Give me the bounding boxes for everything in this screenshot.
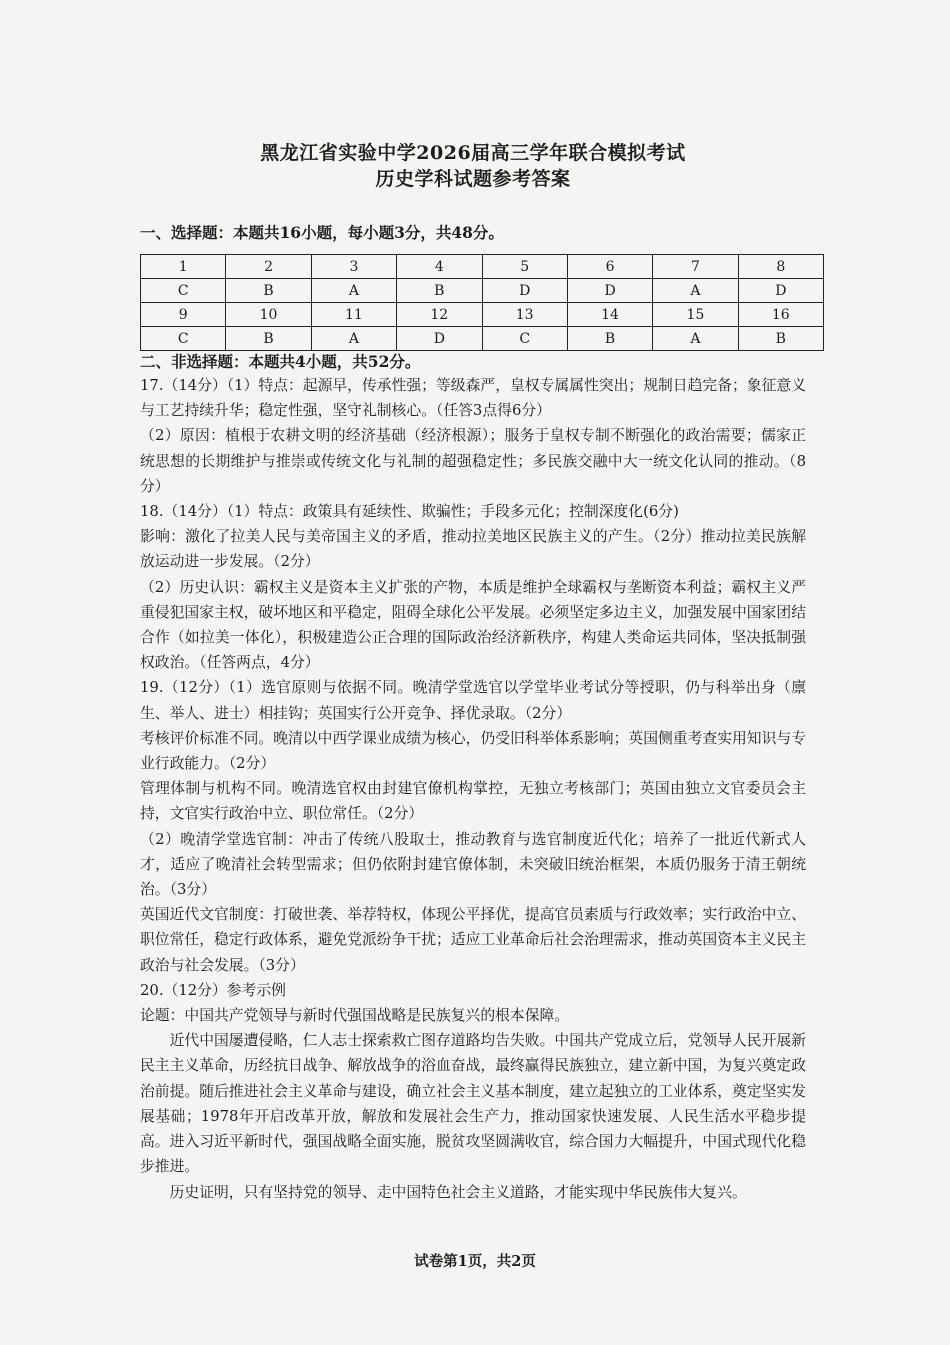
table-cell: 13 bbox=[482, 303, 567, 327]
table-cell: C bbox=[141, 279, 226, 303]
paragraph: 历史证明，只有坚持党的领导、走中国特色社会主义道路，才能实现中华民族伟大复兴。 bbox=[169, 1183, 747, 1201]
title-line-1: 黑龙江省实验中学2026届高三学年联合模拟考试 bbox=[260, 142, 686, 164]
table-cell: 15 bbox=[653, 303, 738, 327]
table-cell: 10 bbox=[226, 303, 311, 327]
table-cell: B bbox=[567, 327, 652, 351]
table-cell: 6 bbox=[567, 255, 652, 279]
table-cell: 7 bbox=[653, 255, 738, 279]
table-cell: 3 bbox=[311, 255, 396, 279]
table-cell: B bbox=[226, 279, 311, 303]
page-footer: 试卷第1页，共2页 bbox=[414, 1253, 536, 1270]
paragraph: 影响：激化了拉美人民与美帝国主义的矛盾，推动拉美地区民族主义的产生。（2分）推动拉美民族解放运动进一步发展。（2分） bbox=[140, 528, 806, 571]
paragraph: 17.（14分）（1）特点：起源早，传承性强；等级森严，皇权专属属性突出；规制日趋完备；象征意义与工艺持续升华；稳定性强，坚守礼制核心。（任答3点得6分） bbox=[140, 377, 806, 420]
table-cell: B bbox=[397, 279, 482, 303]
table-cell: 2 bbox=[226, 255, 311, 279]
table-cell: 11 bbox=[311, 303, 396, 327]
table-cell: 5 bbox=[482, 255, 567, 279]
table-cell: D bbox=[482, 279, 567, 303]
table-cell: A bbox=[311, 327, 396, 351]
document-title bbox=[140, 140, 806, 192]
table-cell: 14 bbox=[567, 303, 652, 327]
paragraph: 18.（14分）（1）特点：政策具有延续性、欺骗性；手段多元化；控制深度化(6分) bbox=[140, 503, 679, 521]
paragraph: 英国近代文官制度：打破世袭、举荐特权，体现公平择优，提高官员素质与行政效率；实行政治中立、职位常任，稳定行政体系，避免党派纷争干扰；适应工业革命后社会治理需求，推动英国资本主义民主政治与社会发展。（3分） bbox=[140, 906, 806, 974]
answer-content bbox=[140, 373, 806, 1205]
paragraph: 考核评价标准不同。晚清以中西学课业成绩为核心，仍受旧科举体系影响；英国侧重考查实用知识与专业行政能力。（2分） bbox=[140, 729, 806, 773]
paragraph: 近代中国屡遭侵略，仁人志士探索救亡图存道路均告失败。中国共产党成立后，党领导人民开展新民主主义革命，历经抗日战争、解放战争的浴血奋战，最终赢得民族独立，建立新中国，为复兴奠定政治前提。随后推进社会主义革命与建设，确立社会主义基本制度，建立起独立的工业体系，奠定坚实发展基础；1978年开启改革开放，解放和发展社会生产力，推动国家快速发展、人民生活水平稳步提高。进入习近平新时代，强国战略全面实施，脱贫攻坚圆满收官，综合国力大幅提升，中国式现代化稳步推进。 bbox=[140, 1032, 806, 1176]
table-cell: A bbox=[311, 279, 396, 303]
table-cell: D bbox=[567, 279, 652, 303]
table-cell: D bbox=[397, 327, 482, 351]
paragraph: 19.（12分）（1）选官原则与依据不同。晚清学堂选官以学堂毕业考试分等授职，仍与科举出身（廪生、举人、进士）相挂钩；英国实行公开竞争、择优录取。（2分） bbox=[140, 679, 806, 722]
paragraph: 管理体制与机构不同。晚清选官权由封建官僚机构掌控，无独立考核部门；英国由独立文官委员会主持，文官实行政治中立、职位常任。（2分） bbox=[140, 780, 806, 823]
section-2-heading: 二、非选择题：本题共4小题，共52分。 bbox=[140, 352, 421, 371]
table-row bbox=[141, 303, 824, 327]
table-cell: 4 bbox=[397, 255, 482, 279]
paragraph: （2）历史认识：霸权主义是资本主义扩张的产物，本质是维护全球霸权与垄断资本利益；霸权主义严重侵犯国家主权，破坏地区和平稳定，阻碍全球化公平发展。必须坚定多边主义，加强发展中国家团结合作（如拉美一体化），积极建造公正合理的国际政治经济新秩序，构建人类命运共同体，坚决抵制强权政治。（任答两点，4分） bbox=[140, 578, 806, 672]
table-cell: D bbox=[738, 279, 823, 303]
table-cell: C bbox=[141, 327, 226, 351]
table-cell: A bbox=[653, 279, 738, 303]
table-cell: C bbox=[482, 327, 567, 351]
table-cell: 16 bbox=[738, 303, 823, 327]
table-cell: 9 bbox=[141, 303, 226, 327]
table-cell: 12 bbox=[397, 303, 482, 327]
paragraph: 论题：中国共产党领导与新时代强国战略是民族复兴的根本保障。 bbox=[140, 1007, 570, 1025]
paragraph: （2）原因：植根于农耕文明的经济基础（经济根源）；服务于皇权专制不断强化的政治需要；儒家正统思想的长期维护与推崇或传统文化与礼制的超强稳定性；多民族交融中大一统文化认同的推动。（8分） bbox=[140, 427, 806, 495]
table-cell: A bbox=[653, 327, 738, 351]
table-cell: B bbox=[226, 327, 311, 351]
table-row bbox=[141, 327, 824, 351]
table-row bbox=[141, 255, 824, 279]
table-cell: 1 bbox=[141, 255, 226, 279]
paragraph: 20.（12分）参考示例 bbox=[140, 981, 286, 999]
table-cell: 8 bbox=[738, 255, 823, 279]
table-cell: B bbox=[738, 327, 823, 351]
answer-table bbox=[140, 254, 824, 351]
section-1-heading: 一、选择题：本题共16小题，每小题3分，共48分。 bbox=[140, 223, 504, 242]
paragraph: （2）晚清学堂选官制：冲击了传统八股取士，推动教育与选官制度近代化；培养了一批近代新式人才，适应了晚清社会转型需求；但仍依附封建官僚体制，未突破旧统治框架，本质仍服务于清王朝统治。（3分） bbox=[140, 830, 806, 899]
title-line-2: 历史学科试题参考答案 bbox=[375, 168, 571, 190]
table-row bbox=[141, 279, 824, 303]
